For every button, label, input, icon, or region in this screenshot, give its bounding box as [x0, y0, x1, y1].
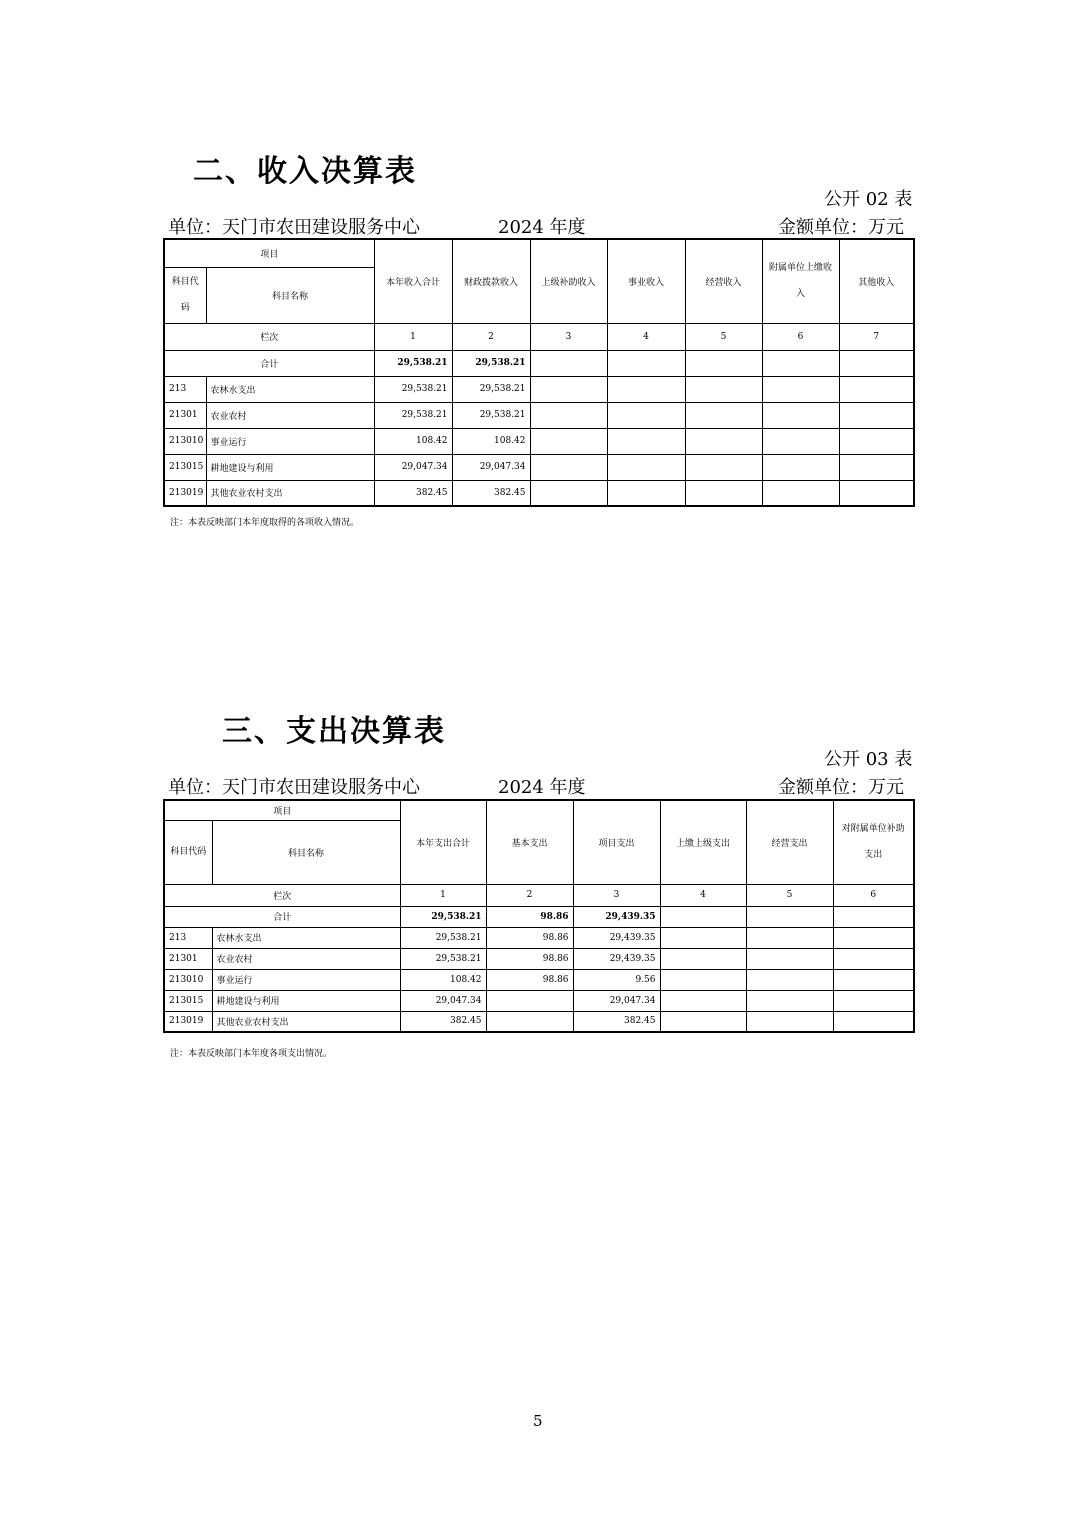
table-row	[164, 1011, 914, 1032]
income-value-cell	[607, 454, 685, 480]
income-value-cell: 29,047.34	[374, 454, 452, 480]
expense-value-cell: 98.86	[486, 948, 573, 969]
expense-header-col: 基本支出	[486, 800, 573, 884]
income-value-cell	[762, 480, 839, 506]
income-name-cell: 农林水支出	[206, 376, 374, 402]
expense-value-cell: 98.86	[486, 969, 573, 990]
expense-value-cell	[833, 927, 914, 948]
income-value-cell	[530, 454, 607, 480]
income-header-col: 上级补助收入	[530, 239, 607, 323]
expense-value-cell: 382.45	[400, 1011, 486, 1032]
income-value-cell	[530, 402, 607, 428]
income-total-label: 合计	[164, 350, 374, 376]
income-value-cell	[762, 376, 839, 402]
income-code-cell: 213	[164, 376, 206, 402]
expense-total-cell: 29,538.21	[400, 906, 486, 927]
income-value-cell	[839, 480, 914, 506]
income-table-no: 公开 02 表	[824, 189, 913, 210]
expense-value-cell	[746, 969, 833, 990]
income-value-cell: 108.42	[374, 428, 452, 454]
table-row	[164, 990, 914, 1011]
income-header-item: 项目	[164, 239, 374, 267]
income-col-num: 4	[607, 323, 685, 350]
income-total-cell	[607, 350, 685, 376]
expense-total-row	[164, 906, 914, 927]
income-total-cell	[762, 350, 839, 376]
expense-header-col: 本年支出合计	[400, 800, 486, 884]
income-value-cell: 382.45	[374, 480, 452, 506]
expense-value-cell: 29,439.35	[573, 927, 660, 948]
expense-header-item: 项目	[164, 800, 400, 820]
income-value-cell	[685, 376, 762, 402]
expense-value-cell	[746, 990, 833, 1011]
expense-value-cell: 382.45	[573, 1011, 660, 1032]
expense-value-cell: 98.86	[486, 927, 573, 948]
income-value-cell	[530, 376, 607, 402]
income-header-name: 科目名称	[206, 267, 374, 323]
income-code-cell: 213010	[164, 428, 206, 454]
table-row	[164, 428, 914, 454]
expense-value-cell: 29,439.35	[573, 948, 660, 969]
income-header-col: 其他收入	[839, 239, 914, 323]
income-header-code: 科目代码	[164, 267, 206, 323]
expense-header-name: 科目名称	[212, 820, 400, 884]
expense-header-col: 上缴上级支出	[660, 800, 746, 884]
income-total-cell: 29,538.21	[374, 350, 452, 376]
income-value-cell	[607, 376, 685, 402]
income-value-cell	[607, 428, 685, 454]
income-header-col: 本年收入合计	[374, 239, 452, 323]
expense-currency: 金额单位：万元	[778, 777, 904, 798]
income-col-num: 6	[762, 323, 839, 350]
expense-value-cell: 29,047.34	[573, 990, 660, 1011]
income-header-col: 附属单位上缴收入	[762, 239, 839, 323]
expense-code-cell: 213010	[164, 969, 212, 990]
income-value-cell: 29,538.21	[452, 376, 530, 402]
income-value-cell	[685, 402, 762, 428]
income-value-cell: 29,538.21	[374, 402, 452, 428]
income-value-cell	[839, 402, 914, 428]
expense-unit: 单位：天门市农田建设服务中心	[168, 777, 420, 798]
expense-header-col: 经营支出	[746, 800, 833, 884]
income-header-col: 事业收入	[607, 239, 685, 323]
expense-name-cell: 耕地建设与利用	[212, 990, 400, 1011]
expense-title: 三、支出决算表	[222, 714, 446, 749]
income-value-cell: 382.45	[452, 480, 530, 506]
income-col-num: 2	[452, 323, 530, 350]
income-value-cell	[839, 428, 914, 454]
table-row	[164, 969, 914, 990]
income-value-cell	[607, 480, 685, 506]
expense-total-cell	[660, 906, 746, 927]
income-header-col: 财政拨款收入	[452, 239, 530, 323]
expense-value-cell: 29,538.21	[400, 927, 486, 948]
expense-col-num: 6	[833, 884, 914, 906]
expense-table-no: 公开 03 表	[824, 749, 913, 770]
income-value-cell	[839, 454, 914, 480]
income-total-cell: 29,538.21	[452, 350, 530, 376]
income-value-cell	[685, 428, 762, 454]
expense-value-cell: 108.42	[400, 969, 486, 990]
expense-col-num: 5	[746, 884, 833, 906]
page-number: 5	[533, 1412, 543, 1430]
expense-value-cell	[660, 990, 746, 1011]
expense-col-num: 4	[660, 884, 746, 906]
income-value-cell	[530, 480, 607, 506]
income-col-num: 1	[374, 323, 452, 350]
expense-row-label: 栏次	[164, 884, 400, 906]
expense-table	[163, 799, 915, 1033]
income-title: 二、收入决算表	[193, 154, 417, 189]
income-currency: 金额单位：万元	[778, 217, 904, 238]
income-table	[163, 238, 915, 507]
income-col-num: 7	[839, 323, 914, 350]
expense-code-cell: 213015	[164, 990, 212, 1011]
expense-total-cell	[833, 906, 914, 927]
expense-value-cell	[746, 927, 833, 948]
expense-value-cell	[486, 1011, 573, 1032]
table-row	[164, 948, 914, 969]
income-name-cell: 其他农业农村支出	[206, 480, 374, 506]
income-code-cell: 213015	[164, 454, 206, 480]
expense-value-cell: 29,047.34	[400, 990, 486, 1011]
expense-total-cell	[746, 906, 833, 927]
expense-header-code: 科目代码	[164, 820, 212, 884]
table-row	[164, 402, 914, 428]
expense-value-cell	[833, 969, 914, 990]
expense-value-cell	[833, 948, 914, 969]
income-total-cell	[839, 350, 914, 376]
income-year: 2024 年度	[498, 217, 586, 238]
expense-col-num: 3	[573, 884, 660, 906]
expense-value-cell	[486, 990, 573, 1011]
expense-name-cell: 事业运行	[212, 969, 400, 990]
expense-name-cell: 其他农业农村支出	[212, 1011, 400, 1032]
expense-code-cell: 21301	[164, 948, 212, 969]
income-value-cell: 29,538.21	[452, 402, 530, 428]
income-row-label: 栏次	[164, 323, 374, 350]
income-value-cell: 108.42	[452, 428, 530, 454]
expense-value-cell	[660, 948, 746, 969]
income-value-cell	[530, 428, 607, 454]
expense-col-num: 2	[486, 884, 573, 906]
expense-value-cell: 29,538.21	[400, 948, 486, 969]
expense-name-cell: 农业农村	[212, 948, 400, 969]
income-value-cell	[762, 454, 839, 480]
expense-header-col: 对附属单位补助支出	[833, 800, 914, 884]
expense-value-cell	[660, 927, 746, 948]
income-name-cell: 事业运行	[206, 428, 374, 454]
table-row	[164, 480, 914, 506]
expense-code-cell: 213	[164, 927, 212, 948]
income-total-row	[164, 350, 914, 376]
income-note: 注：本表反映部门本年度取得的各项收入情况。	[170, 518, 360, 528]
income-value-cell	[839, 376, 914, 402]
expense-value-cell	[833, 1011, 914, 1032]
expense-value-cell	[660, 969, 746, 990]
expense-value-cell	[746, 1011, 833, 1032]
table-row	[164, 376, 914, 402]
expense-total-cell: 98.86	[486, 906, 573, 927]
expense-header-col: 项目支出	[573, 800, 660, 884]
expense-name-cell: 农林水支出	[212, 927, 400, 948]
income-col-num: 5	[685, 323, 762, 350]
income-header-col: 经营收入	[685, 239, 762, 323]
expense-value-cell	[660, 1011, 746, 1032]
income-total-cell	[530, 350, 607, 376]
income-name-cell: 农业农村	[206, 402, 374, 428]
expense-value-cell	[746, 948, 833, 969]
expense-col-num: 1	[400, 884, 486, 906]
expense-year: 2024 年度	[498, 777, 586, 798]
income-value-cell	[762, 428, 839, 454]
income-value-cell: 29,538.21	[374, 376, 452, 402]
expense-value-cell: 9.56	[573, 969, 660, 990]
expense-total-cell: 29,439.35	[573, 906, 660, 927]
table-row	[164, 927, 914, 948]
income-value-cell: 29,047.34	[452, 454, 530, 480]
expense-value-cell	[833, 990, 914, 1011]
income-name-cell: 耕地建设与利用	[206, 454, 374, 480]
expense-note: 注：本表反映部门本年度各项支出情况。	[170, 1049, 333, 1059]
income-value-cell	[685, 480, 762, 506]
income-code-cell: 213019	[164, 480, 206, 506]
income-code-cell: 21301	[164, 402, 206, 428]
expense-total-label: 合计	[164, 906, 400, 927]
income-value-cell	[607, 402, 685, 428]
table-row	[164, 454, 914, 480]
income-value-cell	[685, 454, 762, 480]
expense-code-cell: 213019	[164, 1011, 212, 1032]
income-unit: 单位：天门市农田建设服务中心	[168, 217, 420, 238]
income-total-cell	[685, 350, 762, 376]
income-col-num: 3	[530, 323, 607, 350]
income-value-cell	[762, 402, 839, 428]
